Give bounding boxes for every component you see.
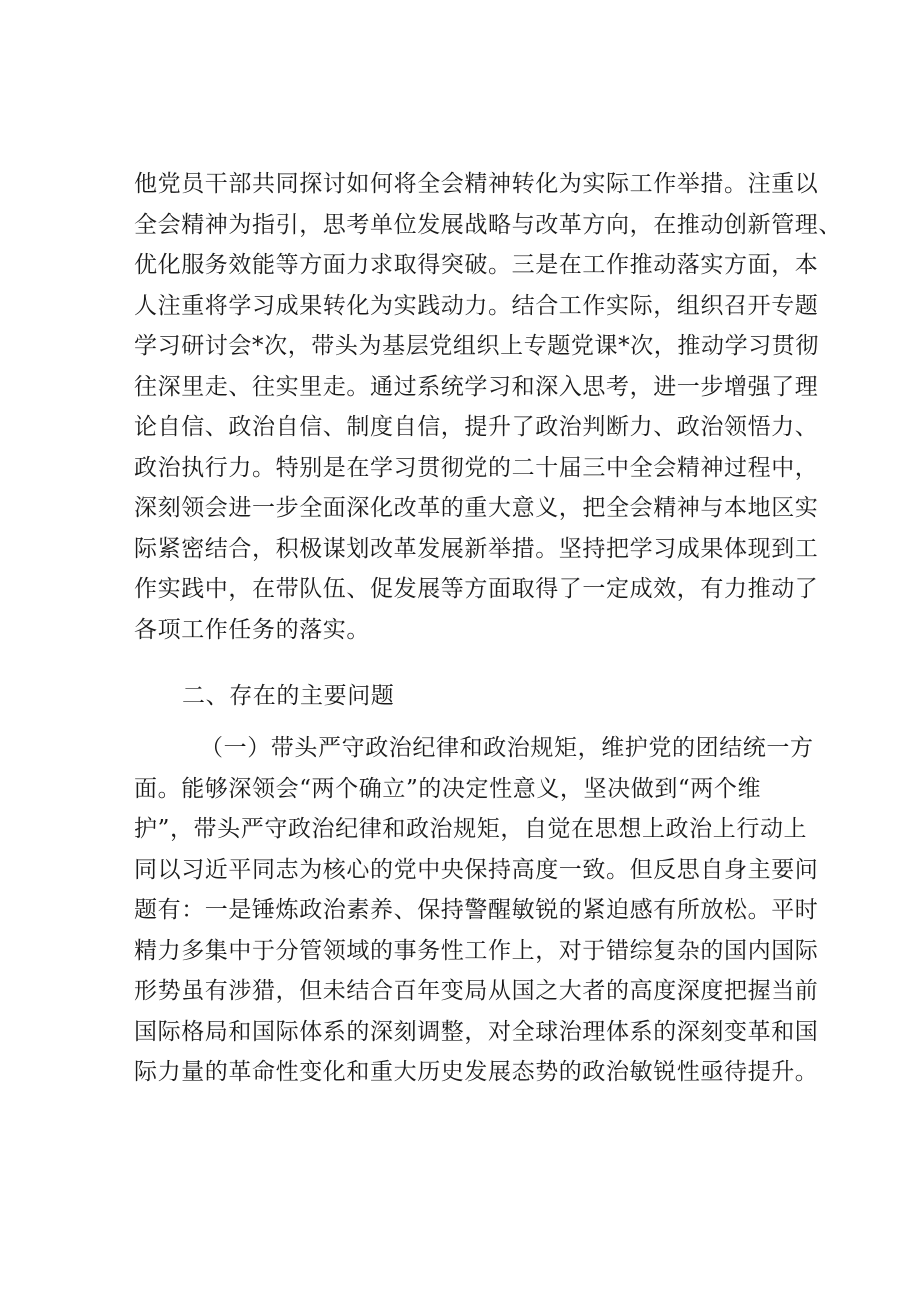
paragraph-line: 同以习近平同志为核心的党中央保持高度一致。但反思自身主要问 [134, 856, 819, 883]
paragraph-line: 论自信、政治自信、制度自信，提升了政治判断力、政治领悟力、 [134, 414, 819, 440]
section-heading: 二、存在的主要问题 [182, 683, 395, 709]
paragraph-line: 精力多集中于分管领域的事务性工作上，对于错综复杂的国内国际 [134, 937, 819, 964]
paragraph-line: 作实践中，在带队伍、促发展等方面取得了一定成效，有力推动了 [134, 576, 819, 602]
paragraph-line: 政治执行力。特别是在学习贯彻党的二十届三中全会精神过程中， [134, 454, 819, 481]
paragraph-line: 深刻领会进一步全面深化改革的重大意义，把全会精神与本地区实 [134, 495, 819, 521]
paragraph-line: 际力量的革命性变化和重大历史发展态势的政治敏锐性亟待提升。 [134, 1059, 819, 1085]
paragraph-line: 人注重将学习成果转化为实践动力。结合工作实际，组织召开专题 [134, 292, 819, 319]
section-heading-block [134, 676, 802, 717]
paragraph-line: 际紧密结合，积极谋划改革发展新举措。坚持把学习成果体现到工 [134, 535, 819, 562]
paragraph-line: 护”，带头严守政治纪律和政治规矩，自觉在思想上政治上行动上 [134, 816, 808, 842]
continued-paragraph [134, 164, 842, 650]
subsection-paragraph [134, 728, 819, 1093]
paragraph-line: 面。能够深领会“两个确立”的决定性意义，坚决做到“两个维 [134, 775, 762, 802]
paragraph-line: 往深里走、往实里走。通过系统学习和深入思考，进一步增强了理 [134, 373, 819, 400]
paragraph-line: 国际格局和国际体系的深刻调整，对全球治理体系的深刻变革和国 [134, 1018, 819, 1045]
paragraph-line: 全会精神为指引，思考单位发展战略与改革方向，在推动创新管理、 [134, 211, 842, 238]
paragraph-line: 各项工作任务的落实。 [134, 616, 370, 643]
paragraph-line: 学习研讨会*次，带头为基层党组织上专题党课*次，推动学习贯彻 [134, 333, 819, 359]
paragraph-line: 题有：一是锤炼政治素养、保持警醒敏锐的紧迫感有所放松。平时 [134, 897, 819, 923]
paragraph-line: 他党员干部共同探讨如何将全会精神转化为实际工作举措。注重以 [134, 171, 819, 197]
paragraph-line: （一）带头严守政治纪律和政治规矩，维护党的团结统一方 [200, 735, 814, 761]
paragraph-line: 优化服务效能等方面力求取得突破。三是在工作推动落实方面，本 [134, 252, 819, 278]
paragraph-line: 形势虽有涉猎，但未结合百年变局从国之大者的高度深度把握当前 [134, 978, 819, 1004]
